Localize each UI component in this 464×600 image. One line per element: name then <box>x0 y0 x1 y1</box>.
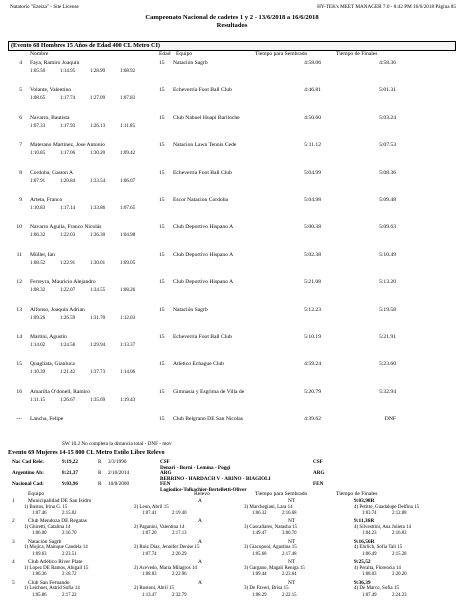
relay-swimmer: 1) Lopez DE Ramos, Abigail 15 <box>24 565 89 571</box>
final-time: 5:01.31 <box>379 87 396 94</box>
split-time: 1:22.07 <box>60 288 76 294</box>
place: 16 <box>16 388 22 395</box>
age: 15 <box>159 87 165 94</box>
relay-swimmer: 4) Silvestrini, Ana Julieta 14 <box>354 524 412 530</box>
split-time: 2:32.79 <box>172 592 187 598</box>
club-name: Gimnasia y Esgrima de Villa de <box>173 388 245 395</box>
split-time: 1:29.94 <box>90 343 106 348</box>
split-time: 1:08.26 <box>120 288 136 294</box>
age: 15 <box>159 361 165 368</box>
split-time: 1:07.46 <box>32 511 47 516</box>
club-name: Echeverría Foot Ball Club <box>173 334 232 340</box>
split-time: 2:19.40 <box>172 511 187 516</box>
final-time: 5:09.63 <box>379 224 396 231</box>
split-time: 1:06.36 <box>32 572 47 578</box>
result-row <box>8 86 458 105</box>
age: 15 <box>159 197 165 203</box>
col-name: Nombre <box>30 51 49 57</box>
split-time: 1:06.32 <box>252 511 267 516</box>
split-time: 1:24.58 <box>60 343 76 348</box>
result-row <box>8 360 458 379</box>
split-time: 1:09.44 <box>252 572 267 578</box>
swimmer-name: Volante, Valentino <box>30 87 72 94</box>
relay-letter: A <box>198 518 202 525</box>
club-name: Natación Sagrb <box>173 60 208 66</box>
team-name: Club San Fernando <box>28 579 70 586</box>
record-code: ARG <box>313 470 325 476</box>
record-label: Nacional Cad: <box>12 481 44 487</box>
split-time: 2:24.23 <box>392 592 407 598</box>
record-label: Argentino Ab: <box>12 470 44 476</box>
record-row <box>8 459 458 470</box>
col-team: Equipo <box>28 491 45 497</box>
split-time: 1:07.20 <box>142 531 157 537</box>
final-time: 9:11,36R <box>354 518 375 525</box>
split-time: 1:33.54 <box>90 178 106 184</box>
seed-time: 5:10.19 <box>304 334 321 340</box>
split-time: 1:14.95 <box>60 69 76 74</box>
split-time: 1:34.55 <box>90 288 106 294</box>
age: 15 <box>159 388 165 395</box>
age: 15 <box>159 416 165 423</box>
result-row <box>8 306 458 325</box>
final-time: 5:19.58 <box>379 306 396 313</box>
split-time: 1:22.03 <box>60 233 76 239</box>
relay-swimmer: 1) Leichner, Astrid Sofía 14 <box>24 586 80 592</box>
record-team: CSF <box>160 459 170 465</box>
swimmer-name: Amarilla O'donell, Ramiro <box>30 388 90 395</box>
split-time: 1:08.92 <box>120 69 136 74</box>
split-time: 1:26.13 <box>90 123 106 129</box>
seed-time: 4:39.62 <box>304 416 321 423</box>
relay-swimmer: 2) Paganini, Valentina 14 <box>134 524 185 530</box>
split-time: 1:07.83 <box>120 96 136 102</box>
final-time: 5:10.49 <box>379 251 396 258</box>
record-label: Nac Cad Rele: <box>12 459 44 465</box>
split-time: 2:17.48 <box>282 551 297 557</box>
result-row <box>8 59 458 78</box>
swimmer-name: Quagliata, Gianluca <box>30 361 75 368</box>
split-time: 1:09.26 <box>30 315 46 321</box>
age: 15 <box>159 334 165 340</box>
final-time: 9:36,39 <box>354 579 371 586</box>
place: 12 <box>16 279 22 286</box>
split-time: 1:04.98 <box>120 233 136 239</box>
result-row <box>8 251 458 270</box>
split-time: 2:16.83 <box>392 531 407 537</box>
split-time: 1:07.33 <box>30 123 46 129</box>
split-time: 1:10.85 <box>30 151 46 157</box>
result-row <box>8 169 458 188</box>
split-time: 1:37.73 <box>90 370 106 376</box>
result-row <box>8 388 458 407</box>
split-time: 2:20.20 <box>392 572 407 578</box>
result-row <box>8 141 458 160</box>
relay-swimmer: 2) Rostoni, Abril 15 <box>134 586 175 592</box>
place: 1 <box>12 498 15 504</box>
split-time: 2:18.72 <box>62 572 77 578</box>
split-time: 3:00.70 <box>282 531 297 537</box>
split-time: 1:33.86 <box>90 206 106 211</box>
split-time: 1:30.20 <box>90 151 106 157</box>
col-seed: Tiempo para Sembrado <box>255 51 308 57</box>
split-time: 2:20.29 <box>172 551 187 557</box>
split-time: 1:05.68 <box>252 551 267 557</box>
place: 14 <box>16 334 22 340</box>
age: 15 <box>159 279 165 286</box>
split-time: 1:08.29 <box>252 592 267 598</box>
age: 15 <box>159 60 165 66</box>
seed-time: 5:02.38 <box>304 251 321 258</box>
split-time: 1:22.91 <box>60 260 76 266</box>
club-name: Club Deportivo Hispano A <box>173 251 234 258</box>
col-club: Equipo <box>176 51 193 57</box>
split-time: 2:17.22 <box>62 592 77 598</box>
club-name: Echeverría Foot Ball Club <box>173 169 232 176</box>
club-name: Club Deportivo Hispano A <box>173 224 234 231</box>
split-time: 1:07.41 <box>142 511 157 516</box>
split-time: 1:03.74 <box>362 511 377 516</box>
split-time: 2:12.88 <box>392 511 407 516</box>
relay-swimmer: 2) Acevedo, Maria Milagros 14 <box>134 565 197 571</box>
split-time: 1:04.23 <box>362 531 377 537</box>
split-time: 1:05.86 <box>32 592 47 598</box>
split-time: 1:49.47 <box>252 531 267 537</box>
event-69-title: Evento 69 Mujeres 14-15 800 CL Metro Estilo Libre Relevo <box>8 449 165 456</box>
place: 3 <box>12 538 15 545</box>
relay-swimmer: 3) Giacoponi, Agustina 15 <box>244 545 297 551</box>
split-time: 1:13.47 <box>142 592 157 598</box>
record-time: 8:21,37 <box>62 470 78 476</box>
relay-row <box>8 559 458 579</box>
split-time: 1:14.02 <box>30 343 46 348</box>
seed-time: NT <box>288 579 296 586</box>
record-date: 2/10/2014 <box>108 470 130 476</box>
club-name: Club Deportivo Hispano A <box>173 279 234 286</box>
relay-letter: A <box>198 559 202 566</box>
relay-swimmer: 3) Marchegiani, Lara 14 <box>244 504 293 510</box>
place: 9 <box>19 197 22 203</box>
result-row <box>8 114 458 133</box>
relay-swimmer: 4) De Marco, Sofia 15 <box>354 586 399 592</box>
split-time: 1:26.59 <box>60 315 76 321</box>
record-date: 10/8/2000 <box>108 481 130 487</box>
relay-swimmer: 4) Peralta, Florencia 14 <box>354 565 401 571</box>
split-time: 1:07.65 <box>120 206 136 211</box>
result-row <box>8 196 458 215</box>
swimmer-name: Navarro Aguila, Franco Nicolás <box>30 224 102 231</box>
split-time: 1:11.15 <box>30 397 45 403</box>
split-time: 1:21.42 <box>60 370 76 376</box>
swimmer-name: Martini, Agustín <box>30 334 67 340</box>
relay-swimmer: 1) Mojica, Mainque Candela 14 <box>24 545 88 551</box>
split-time: 1:10.83 <box>30 206 46 211</box>
seed-time: 5:00.38 <box>304 224 321 231</box>
split-time: 1:19.43 <box>120 397 136 403</box>
seed-time: NT <box>288 498 296 504</box>
club-name: Atletico Echague Club <box>173 361 224 368</box>
place: 2 <box>12 518 15 525</box>
swimmer-name: Cordoba, Gaston A <box>30 169 74 176</box>
age: 15 <box>159 251 165 258</box>
split-time: 1:28.99 <box>90 69 106 74</box>
record-date: 3/3/1990 <box>108 459 127 465</box>
team-name: Club Atlético River Plate <box>28 559 83 566</box>
record-swimmers: Denari - Borni - Lemma - Poggi <box>160 464 231 471</box>
split-time: 2:16.68 <box>282 511 297 516</box>
relay-swimmer: 1) Ghiretti, Catalina 14 <box>24 524 71 530</box>
age: 15 <box>159 306 165 313</box>
dnf-note: SW 10.2 No completa la distancia total - DNF - mov <box>62 441 172 447</box>
seed-time: 5:12.23 <box>304 306 321 313</box>
split-time: 1:17.14 <box>60 206 76 211</box>
final-time: 5:03.24 <box>379 114 396 121</box>
swimmer-name: Navarro, Bautista <box>30 114 70 121</box>
team-name: Club Mendoza DE Regatas <box>28 518 87 525</box>
split-time: 2:22.15 <box>282 592 297 598</box>
swimmer-name: Lancha, Felipe <box>30 416 64 423</box>
club-name: Club Nahuel Huapi Bariloche <box>173 114 240 121</box>
result-row <box>8 223 458 242</box>
place: 10 <box>16 224 22 231</box>
seed-time: 4:59.24 <box>304 361 321 368</box>
place: 7 <box>19 142 22 149</box>
team-name: Natación Sagrb <box>28 538 62 545</box>
club-name: Natacion Lawn Tennis Cede <box>173 142 237 149</box>
seed-time: 5:21.08 <box>304 279 321 286</box>
record-flag: R <box>98 481 102 487</box>
relay-letter: A <box>198 579 202 586</box>
result-row <box>8 333 458 352</box>
split-time: 2:23.51 <box>62 551 77 557</box>
split-time: 1:05.50 <box>30 69 46 74</box>
seed-time: 4:46.81 <box>304 87 321 94</box>
swimmer-name: Müller, Ian <box>30 251 55 258</box>
relay-swimmer: 3) Cascallares, Natasha 15 <box>244 524 298 530</box>
relay-row <box>8 498 458 518</box>
split-time: 1:08.52 <box>30 260 46 266</box>
relay-row <box>8 580 458 600</box>
record-code: FEN <box>313 481 324 487</box>
place: 4 <box>12 559 15 566</box>
place: 5 <box>12 579 15 586</box>
meet-title: Campeonato Nacional de cadetes 1 y 2 - 13/6/2018 a 16/6/2018 <box>145 14 319 21</box>
swimmer-name: Materano Martinez, Jose Antonio <box>30 142 105 149</box>
meet-manager-header: HY-TEK's MEET MANAGER 7.0 - 8:42 PM 16/6/2018 Página 85 <box>317 4 456 10</box>
record-team: ARG <box>160 470 172 476</box>
event-68-title: (Evento 68 Hombres 15 Años de Edad 400 CL Metro CI) <box>8 41 456 51</box>
place: 4 <box>19 60 22 66</box>
split-time: 1:06.32 <box>30 233 46 239</box>
place: 6 <box>19 114 22 121</box>
col-seed-2: Tiempo para Sembrado <box>255 491 308 497</box>
split-time: 2:15.28 <box>392 551 407 557</box>
split-time: 1:31.70 <box>90 315 106 321</box>
split-time: 2:23.64 <box>282 572 297 578</box>
seed-time: 5:11.12 <box>304 142 321 149</box>
split-time: 1:06.49 <box>362 551 377 557</box>
split-time: 1:17.74 <box>60 96 76 102</box>
final-time: 4:58.36 <box>379 60 396 66</box>
site-license-header: Natatorio "Ezeiza" - Site License <box>10 4 79 10</box>
split-time: 1:07.74 <box>142 551 157 557</box>
relay-swimmer: 4) Petitto, Guadalupe Delfina 15 <box>354 504 420 510</box>
relay-swimmer: 4) Ehrlich, Sofía Tali 15 <box>354 545 403 551</box>
seed-time: NT <box>288 518 296 525</box>
split-time: 1:07.91 <box>30 178 46 184</box>
split-time: 1:11.85 <box>120 123 135 129</box>
relay-row <box>8 518 458 538</box>
relay-row <box>8 539 458 559</box>
record-swimmers: Logiodice-Tolkachier-Bertelletti-Oliver <box>160 486 247 493</box>
split-time: 2:22.96 <box>172 572 187 578</box>
relay-swimmer: 3) Gargano, Magali Reniga 15 <box>244 565 305 571</box>
relay-swimmer: 2) Leon, Abril 15 <box>134 504 169 510</box>
split-time: 1:10.39 <box>30 370 46 376</box>
place: 8 <box>19 169 22 176</box>
place: --- <box>16 416 22 423</box>
split-time: 1:13.37 <box>120 343 136 348</box>
seed-time: 4:50.60 <box>304 114 321 121</box>
swimmer-name: Arteta, Franco <box>30 197 63 203</box>
age: 15 <box>159 114 165 121</box>
split-time: 2:17.13 <box>172 531 187 537</box>
club-name: Natación Sagrb <box>173 306 208 313</box>
place: 11 <box>16 251 22 258</box>
place: 5 <box>19 87 22 94</box>
record-team: FEN <box>160 481 171 487</box>
age: 15 <box>159 169 165 176</box>
place: 13 <box>16 306 22 313</box>
relay-letter: A <box>198 498 202 504</box>
split-time: 1:27.09 <box>90 96 106 102</box>
split-time: 1:17.93 <box>60 123 76 129</box>
age: 15 <box>159 142 165 149</box>
club-name: Escor Natacion Cordoba <box>173 197 228 203</box>
split-time: 1:08.32 <box>30 288 46 294</box>
split-time: 1:07.49 <box>362 592 377 598</box>
split-time: 1:09.63 <box>32 551 47 557</box>
col-age: Edad <box>159 51 171 57</box>
final-time: 9:03,98R <box>354 498 375 504</box>
final-time: 5:21.91 <box>379 334 396 340</box>
club-name: Club Belgrano DE San Nicolas <box>173 416 243 423</box>
record-flag: R <box>98 470 102 476</box>
swimmer-name: Ferreyra, Mauricio Alejandro <box>30 279 96 286</box>
final-time: 5:07.53 <box>379 142 396 149</box>
split-time: 1:08.83 <box>142 572 157 578</box>
club-name: Echeverría Foot Ball Club <box>173 87 232 94</box>
split-time: 1:36.30 <box>90 233 106 239</box>
result-row <box>8 278 458 297</box>
split-time: 1:09.05 <box>120 260 136 266</box>
relay-letter: A <box>198 538 202 545</box>
record-row <box>8 481 458 492</box>
swimmer-name: Faya, Ramiro Joaquín <box>30 60 80 66</box>
split-time: 1:12.03 <box>120 315 136 321</box>
final-time: 5:13.20 <box>379 279 396 286</box>
split-time: 2:16.70 <box>62 531 77 537</box>
final-time: DNF <box>384 416 396 423</box>
seed-time: 5:20.79 <box>304 388 321 395</box>
record-flag: R <box>98 459 102 465</box>
split-time: 1:09.42 <box>120 151 136 157</box>
final-time: 5:09.48 <box>379 197 396 203</box>
record-time: 9:03,96 <box>62 481 78 487</box>
relay-swimmer: 3) De Faveri, Brisa 15 <box>244 586 289 592</box>
split-time: 2:15.02 <box>62 511 77 516</box>
split-time: 1:35.69 <box>90 397 106 403</box>
swimmer-name: Alfonso, Joaquin Adrian <box>30 306 85 313</box>
result-row <box>8 415 458 434</box>
final-time: 5:08.36 <box>379 169 396 176</box>
split-time: 1:20.84 <box>60 178 76 184</box>
place: 15 <box>16 361 22 368</box>
split-time: 1:14.06 <box>120 370 136 376</box>
seed-time: 4:58.06 <box>304 60 321 66</box>
final-time: 9:16,56R <box>354 538 375 545</box>
col-final: Tiempo de Finales <box>336 51 378 57</box>
col-final-2: Tiempo de Finales <box>336 491 378 497</box>
final-time: 5:23.60 <box>379 361 396 368</box>
relay-swimmer: 2) Ruiz Diaz, Jennifer Denise 15 <box>134 545 200 551</box>
split-time: 1:06.07 <box>120 178 136 184</box>
seed-time: 5:04.99 <box>304 169 321 176</box>
record-code: CSF <box>313 459 323 465</box>
col-relay: Relevo <box>194 491 210 497</box>
split-time: 1:08.65 <box>30 96 46 102</box>
split-time: 1:26.67 <box>60 397 76 403</box>
record-row <box>8 470 458 481</box>
seed-time: NT <box>288 538 296 545</box>
results-title: Resultados <box>216 22 248 29</box>
final-time: 5:32.94 <box>379 388 396 395</box>
team-name: Municipalidad DE San Isidro <box>28 498 92 504</box>
split-time: 1:06.00 <box>32 531 47 537</box>
record-time: 9:19,22 <box>62 459 78 465</box>
record-swimmers: BERRINO - HARDACH V - ARINO - BIAGIOLI <box>160 475 271 482</box>
final-time: 9:25,52 <box>354 559 371 566</box>
split-time: 1:30.01 <box>90 260 106 266</box>
seed-time: 5:04.98 <box>304 197 321 203</box>
seed-time: NT <box>288 559 296 566</box>
age: 15 <box>159 224 165 231</box>
split-time: 1:17.06 <box>60 151 76 157</box>
split-time: 1:08.03 <box>362 572 377 578</box>
relay-swimmer: 1) Bustos, Irina G. 15 <box>24 504 68 510</box>
